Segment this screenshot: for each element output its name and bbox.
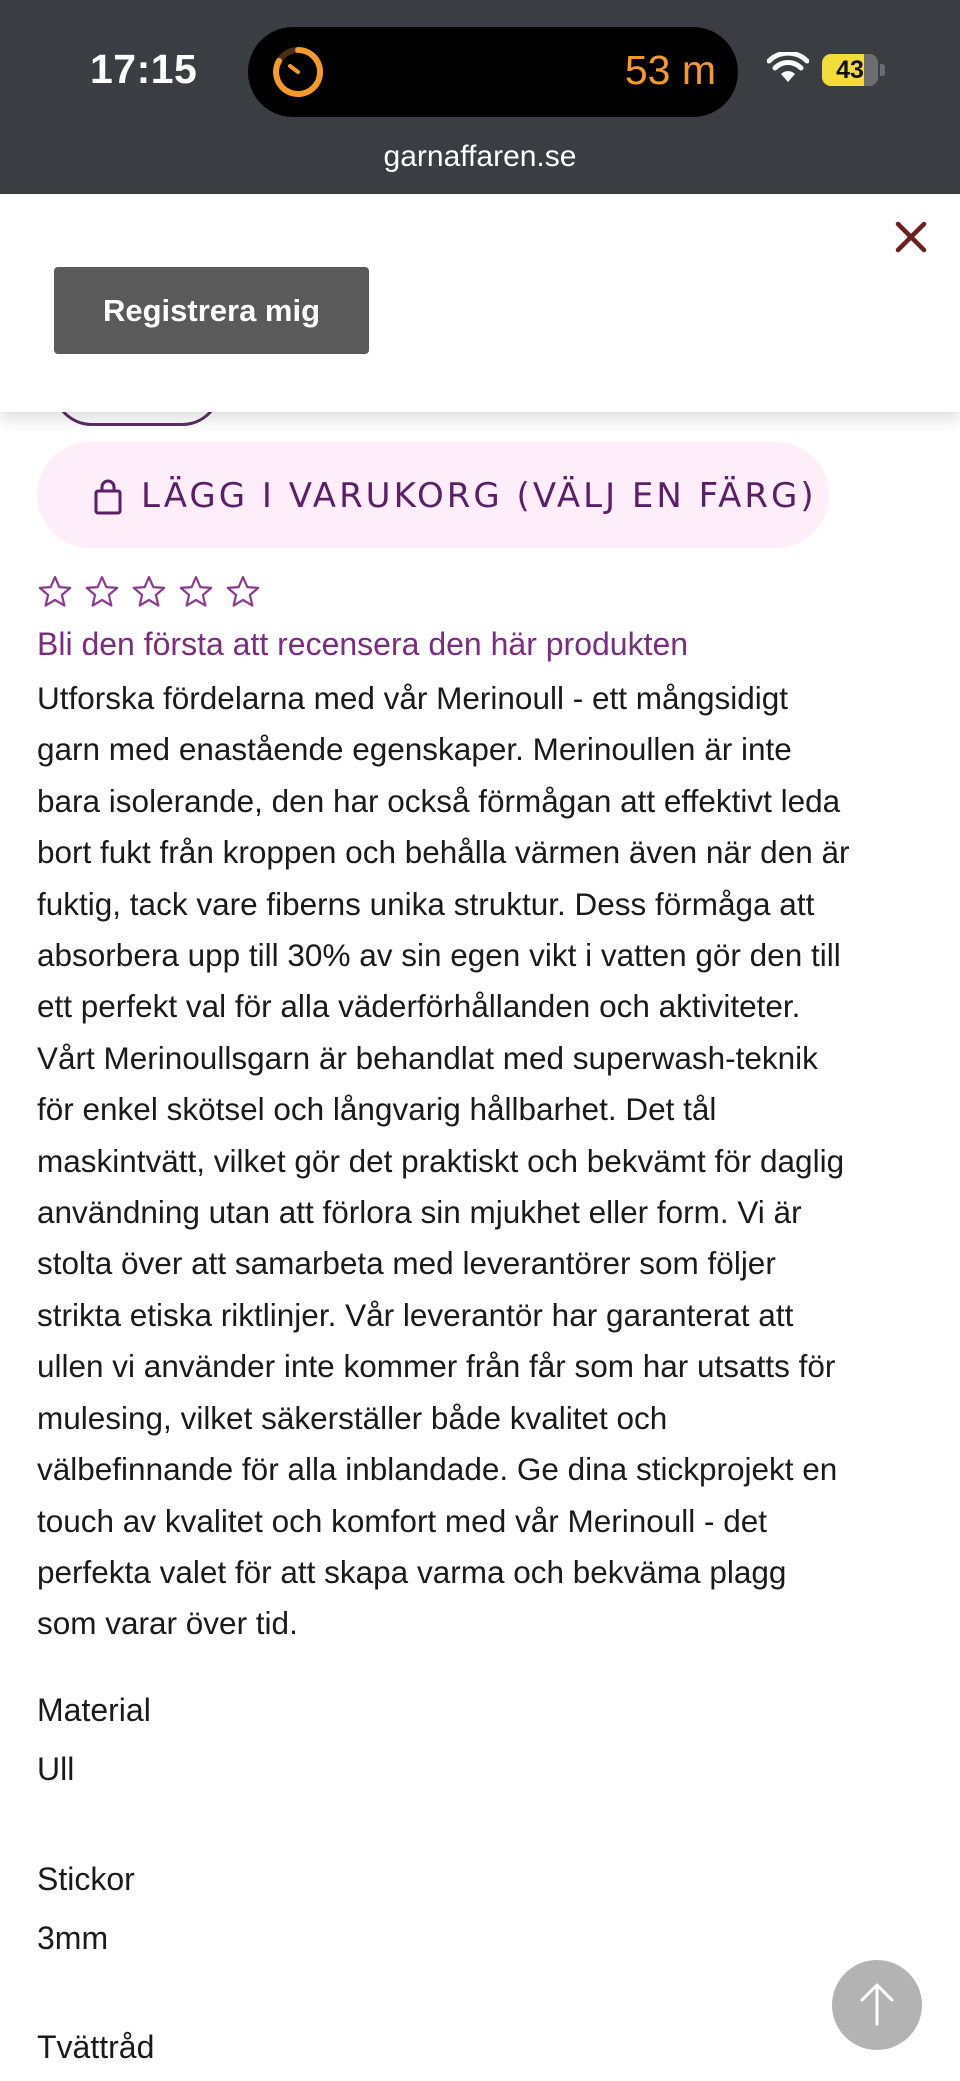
- dynamic-island[interactable]: [248, 27, 738, 117]
- description-line: touch av kvalitet och komfort med vår Merinoull - det: [37, 1502, 768, 1539]
- description-line: fuktig, tack vare fiberns unika struktur. Dess förmåga att: [37, 885, 815, 922]
- description-line: ullen vi använder inte kommer från får som har utsatts för: [37, 1348, 836, 1385]
- address-bar-url[interactable]: garnaffaren.se: [383, 140, 577, 173]
- description-line: för enkel skötsel och långvarig hållbarhet. Det tål: [37, 1091, 717, 1128]
- washing-label: Tvättråd: [37, 2029, 155, 2065]
- battery-icon: [822, 54, 886, 86]
- description-line: ett perfekt val för alla väderförhållanden och aktiviteter.: [37, 988, 801, 1025]
- star-icon[interactable]: [37, 574, 73, 610]
- timer-readout: 53 m: [624, 47, 716, 93]
- status-time: 17:15: [90, 46, 198, 92]
- description-line: Vårt Merinoullsgarn är behandlat med superwash-teknik: [37, 1039, 818, 1076]
- description-line: garn med enastående egenskaper. Merinoullen är inte: [37, 731, 792, 768]
- material-label: Material: [37, 1692, 151, 1728]
- scroll-to-top-button[interactable]: [832, 1960, 922, 2050]
- close-icon[interactable]: [893, 219, 929, 255]
- material-value: Ull: [37, 1751, 75, 1787]
- needles-label: Stickor: [37, 1861, 135, 1897]
- description-line: bara isolerande, den har också förmågan att effektivt leda: [37, 782, 841, 819]
- shopping-bag-icon: [93, 479, 123, 515]
- timer-icon: [270, 44, 326, 100]
- star-icon[interactable]: [131, 574, 167, 610]
- description-line: användning utan att förlora sin mjukhet eller form. Vi är: [37, 1194, 802, 1231]
- description-line: absorbera upp till 30% av sin egen vikt i vatten gör den till: [37, 937, 841, 974]
- add-to-cart-button[interactable]: [37, 442, 829, 548]
- description-line: maskintvätt, vilket gör det praktiskt och bekvämt för daglig: [37, 1142, 845, 1179]
- add-to-cart-label: LÄGG I VARUKORG (VÄLJ EN FÄRG): [141, 476, 817, 516]
- description-line: perfekta valet för att skapa varma och bekväma plagg: [37, 1553, 787, 1590]
- registration-popup: [0, 194, 960, 412]
- description-line: Utforska fördelarna med vår Merinoull - ett mångsidigt: [37, 680, 789, 716]
- description-line: som varar över tid.: [37, 1605, 298, 1642]
- battery-level: 43: [836, 56, 864, 84]
- description-line: mulesing, vilket säkerställer både kvalitet och: [37, 1399, 668, 1436]
- description-line: strikta etiska riktlinjer. Vår leverantör har garanterat att: [37, 1296, 794, 1333]
- arrow-up-icon: [857, 1980, 897, 2028]
- status-bar: [0, 0, 960, 194]
- wifi-icon: [767, 52, 809, 84]
- needles-value: 3mm: [37, 1920, 109, 1956]
- description-line: välbefinnande för alla inblandade. Ge dina stickprojekt en: [37, 1451, 838, 1488]
- description-line: bort fukt från kroppen och behålla värmen även när den är: [37, 834, 850, 871]
- register-button[interactable]: Registrera mig: [54, 267, 369, 354]
- star-icon[interactable]: [84, 574, 120, 610]
- product-description: [37, 673, 927, 1650]
- description-line: stolta över att samarbeta med leverantörer som följer: [37, 1245, 776, 1282]
- star-icon[interactable]: [178, 574, 214, 610]
- star-icon[interactable]: [225, 574, 261, 610]
- write-review-link[interactable]: Bli den första att recensera den här produkten: [37, 626, 689, 662]
- star-rating[interactable]: [37, 574, 261, 614]
